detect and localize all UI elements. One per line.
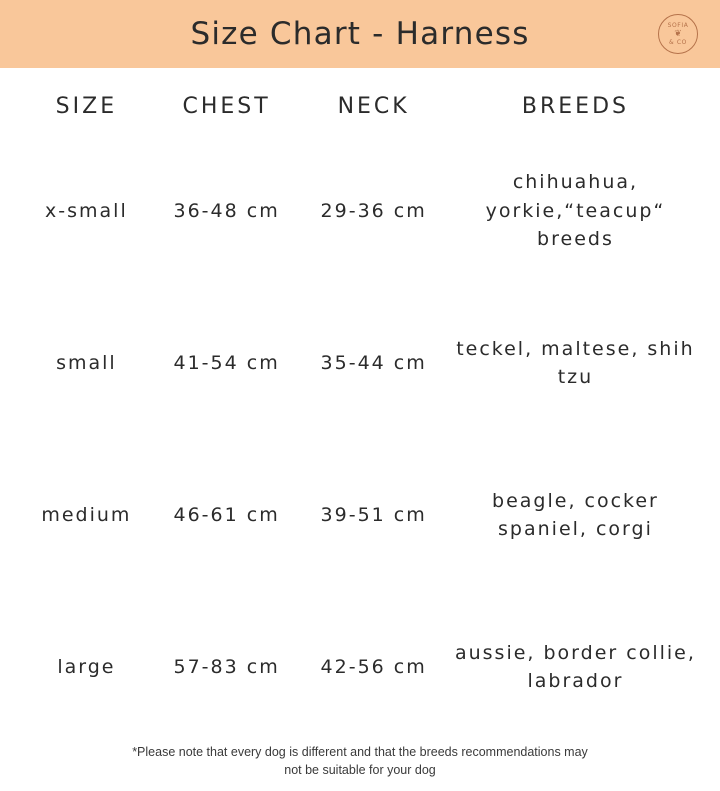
brand-logo bbox=[658, 14, 698, 54]
cell-size: small bbox=[56, 352, 117, 374]
cell-neck: 39-51 cm bbox=[320, 504, 427, 526]
cell-neck: 42-56 cm bbox=[320, 656, 427, 678]
column-header-chest: CHEST bbox=[182, 94, 271, 119]
table-row bbox=[18, 287, 702, 439]
cell-breeds: beagle, cocker spaniel, corgi bbox=[492, 489, 659, 540]
cell-chest: 46-61 cm bbox=[173, 504, 280, 526]
cell-size: medium bbox=[41, 504, 132, 526]
size-table bbox=[18, 84, 702, 743]
cell-chest: 57-83 cm bbox=[173, 656, 280, 678]
footnote-line-1: *Please note that every dog is different and that the breeds recommendations may bbox=[132, 745, 588, 759]
cell-neck: 29-36 cm bbox=[320, 200, 427, 222]
cell-chest: 36-48 cm bbox=[173, 200, 280, 222]
cell-breeds: teckel, maltese, shih tzu bbox=[456, 337, 695, 388]
cell-neck: 35-44 cm bbox=[320, 352, 427, 374]
cell-size: large bbox=[57, 656, 116, 678]
column-header-neck: NECK bbox=[337, 94, 410, 119]
paw-icon: ❦ bbox=[674, 29, 682, 39]
cell-chest: 41-54 cm bbox=[173, 352, 280, 374]
brand-logo-line2: & CO bbox=[669, 39, 687, 46]
size-table-container bbox=[0, 68, 720, 743]
table-header-row bbox=[18, 84, 702, 135]
brand-logo-line1: SOFIA bbox=[667, 21, 689, 29]
footnote-line-2: not be suitable for your dog bbox=[284, 763, 436, 778]
cell-size: x-small bbox=[45, 200, 128, 222]
page-header bbox=[0, 0, 720, 68]
footnote bbox=[0, 743, 720, 791]
page-title: Size Chart - Harness bbox=[190, 16, 530, 52]
column-header-size: SIZE bbox=[55, 94, 118, 119]
cell-breeds: aussie, border collie, labrador bbox=[454, 641, 696, 692]
cell-breeds: chihuahua, yorkie,“teacup“ breeds bbox=[485, 171, 666, 251]
column-header-breeds: BREEDS bbox=[521, 94, 629, 119]
table-row bbox=[18, 591, 702, 743]
table-row bbox=[18, 135, 702, 287]
table-row bbox=[18, 439, 702, 591]
